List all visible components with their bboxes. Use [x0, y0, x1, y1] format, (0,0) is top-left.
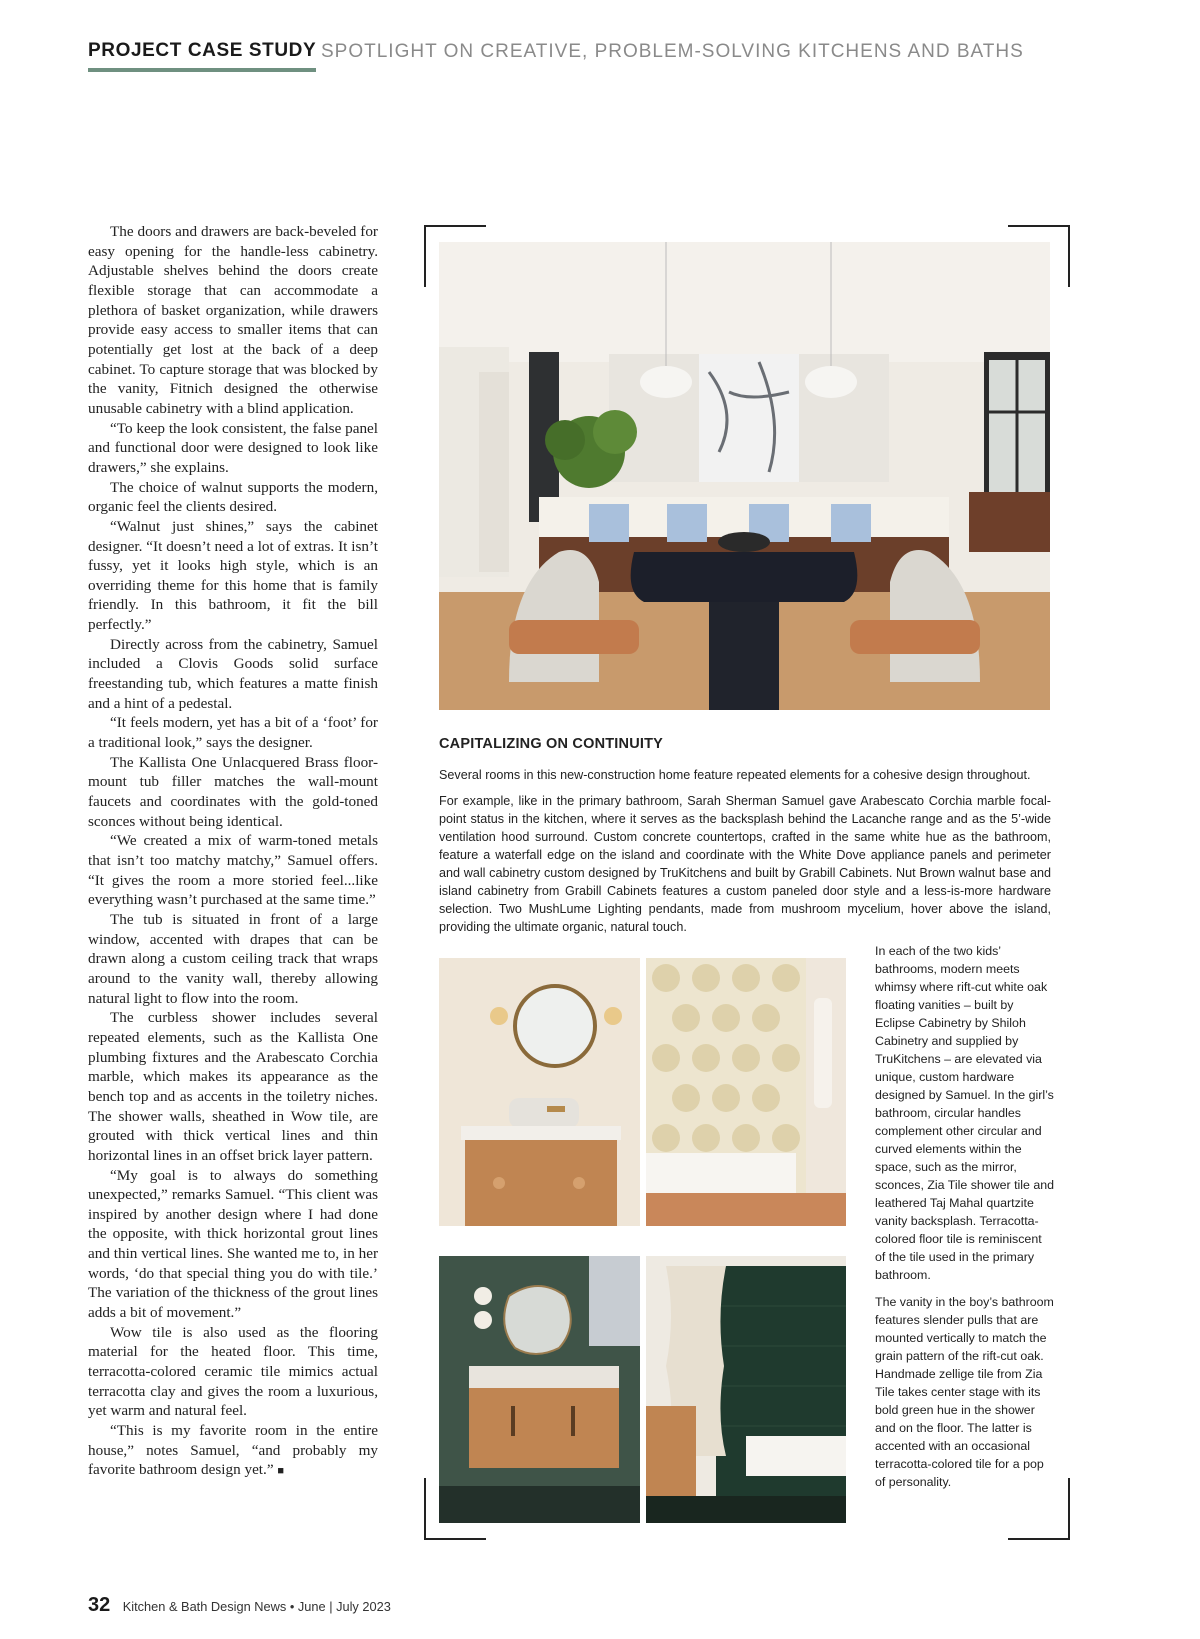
body-paragraph: The Kallista One Unlacquered Brass floor-mount tub filler matches the wall-mount faucets and coordinates with the gold-toned sconces without being identical.	[88, 753, 378, 830]
body-paragraph: Wow tile is also used as the flooring material for the heated floor. This time, terracotta-colored ceramic tile mimics actual terracotta clay and gives the room a luxurious, yet warm and natural feel.	[88, 1323, 378, 1420]
body-paragraph: “To keep the look consistent, the false panel and functional door were designed to look like drawers,” she explains.	[88, 419, 379, 476]
section-label: PROJECT CASE STUDY	[88, 40, 316, 72]
sidebar-title: CAPITALIZING ON CONTINUITY	[439, 736, 664, 752]
body-paragraph-last	[88, 1421, 378, 1482]
page-footer	[88, 1594, 391, 1617]
page-number: 32	[88, 1594, 111, 1616]
publication-info: Kitchen & Bath Design News • June | July 2023	[122, 1599, 391, 1614]
boys-bathroom-shower-photo	[646, 1256, 846, 1523]
end-mark: ■	[277, 1465, 285, 1478]
body-paragraph: “We created a mix of warm-toned metals that isn’t too matchy matchy,” Samuel offers. “It gives the room a more storied feel...like everything wasn’t purchased at the same time.”	[88, 832, 378, 909]
girls-bathroom-shower-photo	[646, 958, 846, 1226]
body-paragraph: The tub is situated in front of a large window, accented with drapes that can be drawn along a custom ceiling track that wraps around to the vanity wall, thereby allowing natural light to flow into the room.	[88, 910, 378, 1007]
sidebar	[439, 736, 1051, 936]
body-paragraph: The choice of walnut supports the modern, organic feel the clients desired.	[88, 478, 378, 516]
header-subtitle: SPOTLIGHT ON CREATIVE, PROBLEM-SOLVING KITCHENS AND BATHS	[321, 41, 1024, 62]
caption-paragraph: The vanity in the boy’s bathroom features slender pulls that are mounted vertically to match the grain pattern of the rift-cut oak. Handmade zellige tile from Zia Tile takes center stage with its bold green hue in the shower and on the floor. The latter is accented with an occasional terracotta-colored tile for a pop of personality.	[875, 1295, 1054, 1489]
body-paragraph: The curbless shower includes several repeated elements, such as the Kallista One plumbing fixtures and the Arabescato Corchia marble, which makes its appearance as the bench top and as accents in the toiletry niches. The shower walls, sheathed in Wow tile, are grouted with thick vertical lines and thin horizontal lines in an offset brick layer pattern.	[88, 1009, 378, 1164]
body-paragraph-text: “This is my favorite room in the entire house,” notes Samuel, “and probably my favorite bathroom design yet.”	[88, 1422, 378, 1479]
boys-bathroom-vanity-photo	[439, 1256, 640, 1523]
article-body	[88, 222, 378, 1482]
body-paragraph: Directly across from the cabinetry, Samuel included a Clovis Goods solid surface freestanding tub, which features a matte finish and a hint of a pedestal.	[88, 635, 378, 712]
kitchen-photo	[439, 242, 1050, 710]
photo-caption	[875, 942, 1055, 1500]
girls-bathroom-vanity-photo	[439, 958, 640, 1226]
page-header	[88, 40, 1108, 80]
body-paragraph: “My goal is to always do something unexpected,” remarks Samuel. “This client was inspired by another design where I had done the opposite, with thick horizontal grout lines and thin vertical lines. She wanted me to, in her words, ‘do that special thing you do with tile.’ The variation of the thickness of the grout lines adds a bit of movement.”	[88, 1166, 378, 1322]
caption-paragraph: In each of the two kids’ bathrooms, modern meets whimsy where rift-cut white oak floating vanities – built by Eclipse Cabinetry by Shiloh Cabinetry and supplied by TruKitchens – are elevated via unique, custom hardware designed by Samuel. In the girl’s bathroom, circular handles complement other circular and curved elements within the space, such as the mirror, sconces, Zia Tile shower tile and leathered Taj Mahal quartzite vanity backsplash. Terracotta-colored floor tile is reminiscent of the tile used in the primary bathroom.	[875, 944, 1055, 1282]
sidebar-paragraph: For example, like in the primary bathroom, Sarah Sherman Samuel gave Arabescato Corchia marble focal-point status in the kitchen, where it serves as the backsplash behind the Lacanche range and as the 5’-wide ventilation hood surround. Custom concrete countertops, crafted in the same white hue as the bathroom, feature a waterfall edge on the island and coordinate with the White Dove appliance panels and perimeter and wall cabinetry custom designed by TruKitchens and built by Grabill Cabinets. Nut Brown walnut base and island cabinetry from Grabill Cabinets features a custom paneled door style and a less-is-more hardware selection. Two MushLume Lighting pendants, made from mushroom mycelium, hover above the island, providing the ultimate organic, natural touch.	[439, 794, 1051, 934]
body-paragraph: The doors and drawers are back-beveled for easy opening for the handle-less cabinetry. Adjustable shelves behind the doors create flexible storage that can accommodate a plethora of basket organization, while drawers provide easy access to smaller items that can potentially get lost at the back of a deep cabinet. To capture storage that was blocked by the vanity, Fitnich designed the otherwise unusable cabinetry with a blind application.	[88, 223, 378, 417]
sidebar-intro: Several rooms in this new-construction home feature repeated elements for a cohesive design throughout.	[439, 768, 1031, 782]
body-paragraph: “Walnut just shines,” says the cabinet designer. “It doesn’t need a lot of extras. It isn’t fussy, yet it looks high style, which is an overriding theme for this home that is family friendly. In this bathroom, it fit the bill perfectly.”	[88, 517, 378, 634]
body-paragraph: “It feels modern, yet has a bit of a ‘foot’ for a traditional look,” says the designer.	[88, 714, 378, 752]
